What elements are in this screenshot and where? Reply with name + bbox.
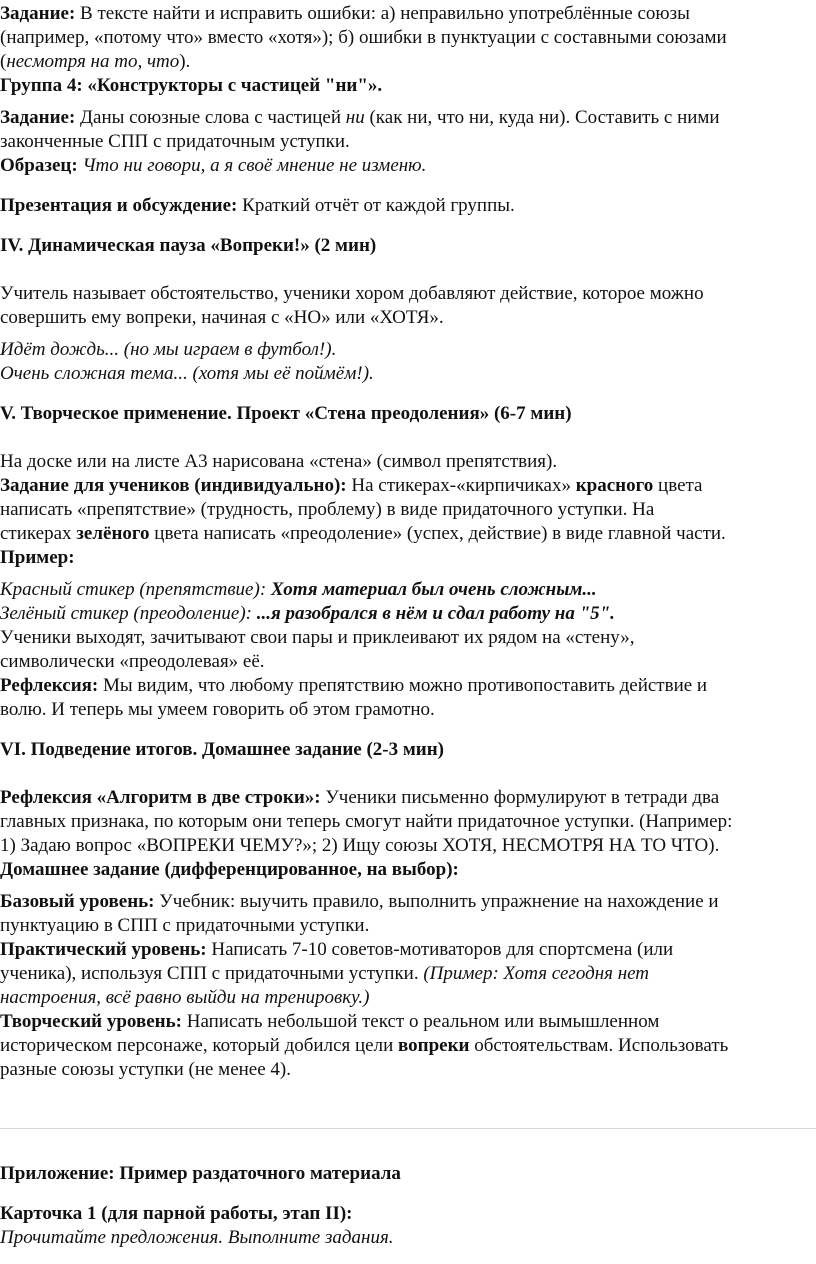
section-heading-v: V. Творческое применение. Проект «Стена преодоления» (6-7 мин) bbox=[0, 403, 572, 424]
task-paragraph-line: Задание: Даны союзные слова с частицей ни (как ни, что ни, куда ни). Составить с ними bbox=[0, 107, 720, 128]
green-sticker-line: Зелёный стикер (преодоление): ...я разобрался в нём и сдал работу на "5". bbox=[0, 603, 615, 624]
homework-basic-line: Базовый уровень: Учебник: выучить правило, выполнить упражнение на нахождение и bbox=[0, 891, 719, 912]
homework-practical-line: ученика), используя СПП с придаточными уступки. (Пример: Хотя сегодня нет bbox=[0, 963, 650, 984]
wall-paragraph-line: На доске или на листе А3 нарисована «стена» (символ препятствия). bbox=[0, 451, 558, 472]
wall-paragraph-line: Ученики выходят, зачитывают свои пары и приклеивают их рядом на «стену», bbox=[0, 627, 635, 648]
task-label: Задание: bbox=[0, 3, 76, 24]
presentation-line: Презентация и обсуждение: Краткий отчёт от каждой группы. bbox=[0, 195, 515, 216]
homework-creative-line: Творческий уровень: Написать небольшой текст о реальном или вымышленном bbox=[0, 1011, 660, 1032]
homework-practical-line: настроения, всё равно выйди на тренировку.) bbox=[0, 987, 370, 1008]
wall-paragraph-line: символически «преодолевая» её. bbox=[0, 651, 265, 672]
card-instruction: Прочитайте предложения. Выполните задания. bbox=[0, 1227, 394, 1248]
wall-paragraph-line: написать «препятствие» (трудность, проблему) в виде придаточного уступки. На bbox=[0, 499, 655, 520]
wall-paragraph-line: Задание для учеников (индивидуально): На стикерах-«кирпичиках» красного цвета bbox=[0, 475, 703, 496]
section-heading-iv: IV. Динамическая пауза «Вопреки!» (2 мин) bbox=[0, 235, 377, 256]
task-paragraph-line: (несмотря на то, что). bbox=[0, 51, 191, 72]
task-label: Задание: bbox=[0, 107, 76, 128]
students-task-label: Задание для учеников (индивидуально): bbox=[0, 475, 347, 496]
task-paragraph-line: законченные СПП с придаточным уступки. bbox=[0, 131, 350, 152]
homework-heading: Домашнее задание (дифференцированное, на выбор): bbox=[0, 859, 459, 880]
sample-label: Образец: bbox=[0, 155, 78, 176]
teacher-paragraph-line: Учитель называет обстоятельство, ученики хором добавляют действие, которое можно bbox=[0, 283, 704, 304]
wall-paragraph-line: стикерах зелёного цвета написать «преодоление» (успех, действие) в виде главной части. bbox=[0, 523, 726, 544]
algorithm-line: 1) Задаю вопрос «ВОПРЕКИ ЧЕМУ?»; 2) Ищу союзы ХОТЯ, НЕСМОТРЯ НА ТО ЧТО). bbox=[0, 835, 720, 856]
algorithm-label: Рефлексия «Алгоритм в две строки»: bbox=[0, 787, 321, 808]
appendix-heading: Приложение: Пример раздаточного материала bbox=[0, 1163, 401, 1184]
homework-creative-line: разные союзы уступки (не менее 4). bbox=[0, 1059, 292, 1080]
example-label-line: Пример: bbox=[0, 547, 75, 568]
homework-creative-line: историческом персонаже, который добился цели вопреки обстоятельствам. Использовать bbox=[0, 1035, 729, 1056]
task-paragraph-line: Задание: В тексте найти и исправить ошибки: а) неправильно употреблённые союзы bbox=[0, 3, 690, 24]
algorithm-line: главных признака, по которым они теперь смогут найти придаточное уступки. (Например: bbox=[0, 811, 733, 832]
example-line: Идёт дождь... (но мы играем в футбол!). bbox=[0, 339, 337, 360]
example-line: Очень сложная тема... (хотя мы её поймём!). bbox=[0, 363, 374, 384]
teacher-paragraph-line: совершить ему вопреки, начиная с «НО» или «ХОТЯ». bbox=[0, 307, 444, 328]
section-heading-vi: VI. Подведение итогов. Домашнее задание (2-3 мин) bbox=[0, 739, 445, 760]
homework-basic-line: пунктуацию в СПП с придаточными уступки. bbox=[0, 915, 370, 936]
group-heading: Группа 4: «Конструкторы с частицей "ни"». bbox=[0, 75, 383, 96]
card-heading: Карточка 1 (для парной работы, этап II): bbox=[0, 1203, 353, 1224]
homework-practical-line: Практический уровень: Написать 7-10 советов-мотиваторов для спортсмена (или bbox=[0, 939, 674, 960]
reflection-line: волю. И теперь мы умеем говорить об этом грамотно. bbox=[0, 699, 435, 720]
reflection-label: Рефлексия: bbox=[0, 675, 99, 696]
sample-line: Образец: Что ни говори, а я своё мнение не изменю. bbox=[0, 155, 427, 176]
algorithm-line: Рефлексия «Алгоритм в две строки»: Ученики письменно формулируют в тетради два bbox=[0, 787, 720, 808]
section-divider bbox=[0, 1128, 816, 1129]
red-sticker-line: Красный стикер (препятствие): Хотя материал был очень сложным... bbox=[0, 579, 597, 600]
task-paragraph-line: (например, «потому что» вместо «хотя»); б) ошибки в пунктуации с составными союзами bbox=[0, 27, 727, 48]
reflection-line: Рефлексия: Мы видим, что любому препятствию можно противопоставить действие и bbox=[0, 675, 708, 696]
